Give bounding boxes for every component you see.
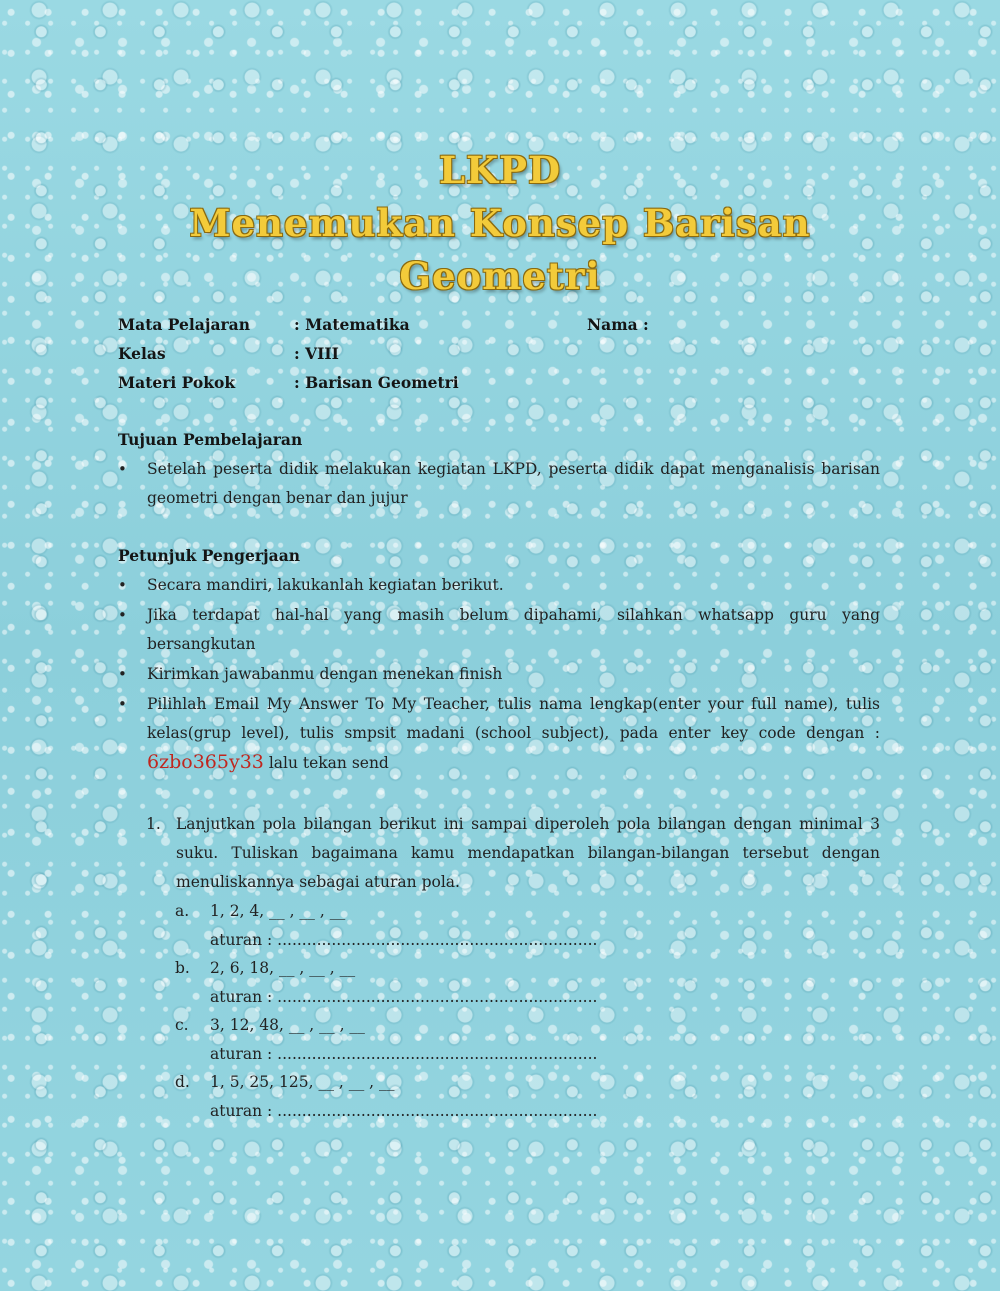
topic-value: : Barisan Geometri <box>294 373 459 392</box>
objectives-heading: Tujuan Pembelajaran <box>118 430 303 449</box>
question-text: Lanjutkan pola bilangan berikut ini sampai diperoleh pola bilangan dengan minimal 3 suku. Tuliskan bagaimana kamu mendapatkan bilangan-bilangan tersebut dengan menuliskannya sebagai aturan pola. <box>176 815 880 891</box>
after-code-text: lalu tekan send <box>263 754 389 772</box>
subject-label: Mata Pelajaran <box>118 315 250 334</box>
instructions-heading: Petunjuk Pengerjaan <box>118 546 301 565</box>
part-rule[interactable]: aturan : ................................................................. <box>210 931 598 949</box>
part-label: b. <box>175 959 190 977</box>
objective-item: • Setelah peserta didik melakukan kegiatan LKPD, peserta didik dapat menganalisis barisan geometri dengan benar dan jujur <box>118 455 880 513</box>
part-rule[interactable]: aturan : ................................................................. <box>210 988 598 1006</box>
objectives-list <box>118 455 880 513</box>
instruction-item: • Kirimkan jawabanmu dengan menekan finish <box>118 660 880 689</box>
part-label: c. <box>175 1016 189 1034</box>
instruction-item: • Secara mandiri, lakukanlah kegiatan berikut. <box>118 571 880 600</box>
meta-block <box>118 315 818 405</box>
part-sequence: 2, 6, 18, __ , __ , __ <box>210 959 356 977</box>
part-sequence: 1, 5, 25, 125, __ , __ , __ <box>210 1073 395 1091</box>
part-label: a. <box>175 902 190 920</box>
key-code: 6zbo365y33 <box>147 751 264 773</box>
name-label: Nama : <box>587 315 649 334</box>
title-line-2: Menemukan Konsep Barisan <box>189 201 811 245</box>
title-line-1: LKPD <box>438 148 562 192</box>
instruction-item <box>118 690 880 778</box>
part-sequence: 1, 2, 4, __ , __ , __ <box>210 902 346 920</box>
part-label: d. <box>175 1073 190 1091</box>
instruction-text: Pilihlah Email My Answer To My Teacher, tulis nama lengkap(enter your full name), tulis kelas(grup level), tulis smpsit madani (school subject), pada enter key code dengan : <box>147 695 880 742</box>
title-line-3: Geometri <box>399 254 601 298</box>
part-rule[interactable]: aturan : ................................................................. <box>210 1045 598 1063</box>
instruction-item: • Jika terdapat hal-hal yang masih belum dipahami, silahkan whatsapp guru yang bersangkutan <box>118 601 880 659</box>
part-sequence: 3, 12, 48, __ , __ , __ <box>210 1016 365 1034</box>
part-rule[interactable]: aturan : ................................................................. <box>210 1102 598 1120</box>
class-label: Kelas <box>118 344 166 363</box>
question-1 <box>146 810 880 897</box>
subject-value: : Matematika <box>294 315 410 334</box>
instructions-list <box>118 571 880 778</box>
class-value: : VIII <box>294 344 339 363</box>
topic-label: Materi Pokok <box>118 373 236 392</box>
question-number: 1. <box>146 815 161 833</box>
